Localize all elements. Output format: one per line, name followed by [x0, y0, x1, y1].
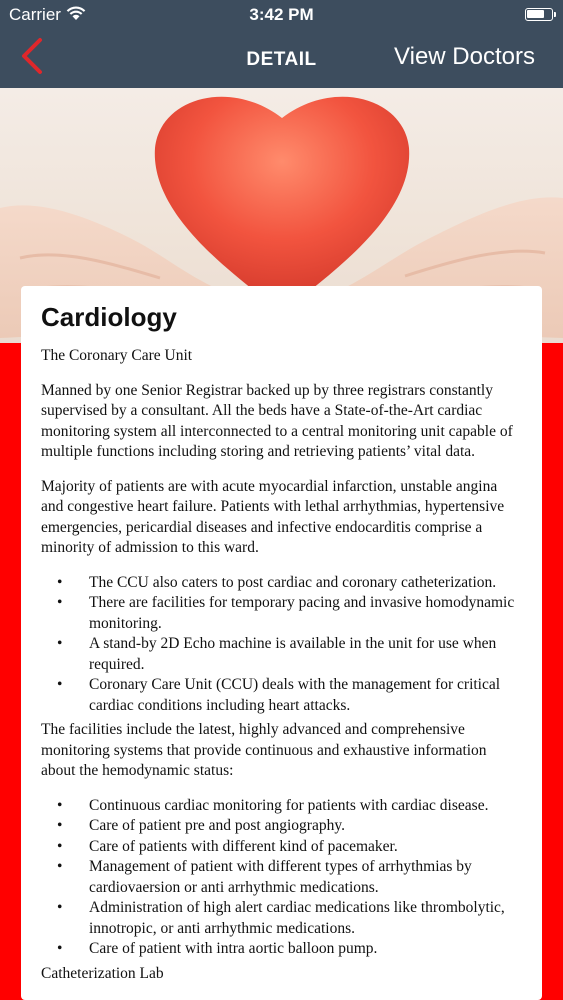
detail-body: [41, 346, 522, 984]
content-card: [21, 286, 542, 1000]
bullet-list: [41, 796, 522, 960]
list-item: • Care of patients with different kind of pacemaker.: [89, 837, 522, 858]
paragraph: The facilities include the latest, highly advanced and comprehensive monitoring systems that provide continuous and exhaustive information about the hemodynamic status:: [41, 721, 487, 779]
paragraph: Manned by one Senior Registrar backed up by three registrars constantly supervised by a consultant. All the beds have a State-of-the-Art cardiac monitoring system all interconnected to a central monitoring unit capable of multiple functions including storing and retrieving patients’ vital data.: [41, 381, 513, 460]
list-item: • A stand-by 2D Echo machine is available in the unit for use when required.: [89, 634, 522, 675]
view-doctors-button[interactable]: View Doctors: [394, 43, 535, 70]
nav-title: DETAIL: [246, 49, 317, 70]
list-item: • Management of patient with different types of arrhythmias by cardiovaersion or anti arrhythmic medications.: [89, 857, 522, 898]
status-bar: [0, 0, 563, 30]
list-item: • Administration of high alert cardiac medications like thrombolytic, innotropic, or anti arrhythmic medications.: [89, 898, 522, 939]
paragraph: Majority of patients are with acute myocardial infarction, unstable angina and congestive heart failure. Patients with lethal arrhythmias, hypertensive emergencies, pericardial diseases and infective endocarditis comprise a minority of admission to this ward.: [41, 477, 505, 556]
list-item: • Continuous cardiac monitoring for patients with cardiac disease.: [89, 796, 522, 817]
paragraph: Catheterization Lab: [41, 964, 164, 982]
clock: 3:42 PM: [249, 5, 314, 24]
page-title: Cardiology: [41, 302, 177, 332]
carrier-label: Carrier: [9, 5, 61, 24]
section-subtitle: The Coronary Care Unit: [41, 347, 193, 364]
list-item: • Coronary Care Unit (CCU) deals with the management for critical cardiac conditions including heart attacks.: [89, 675, 522, 716]
list-item: • Care of patient pre and post angiography.: [89, 816, 522, 837]
top-bar: [0, 0, 563, 88]
list-item: • Care of patient with intra aortic balloon pump.: [89, 939, 522, 960]
list-item: • The CCU also caters to post cardiac and coronary catheterization.: [89, 573, 522, 594]
nav-bar: [0, 30, 563, 88]
list-item: • There are facilities for temporary pacing and invasive homodynamic monitoring.: [89, 593, 522, 634]
battery-icon: [525, 8, 553, 21]
bullet-list: [41, 573, 522, 717]
